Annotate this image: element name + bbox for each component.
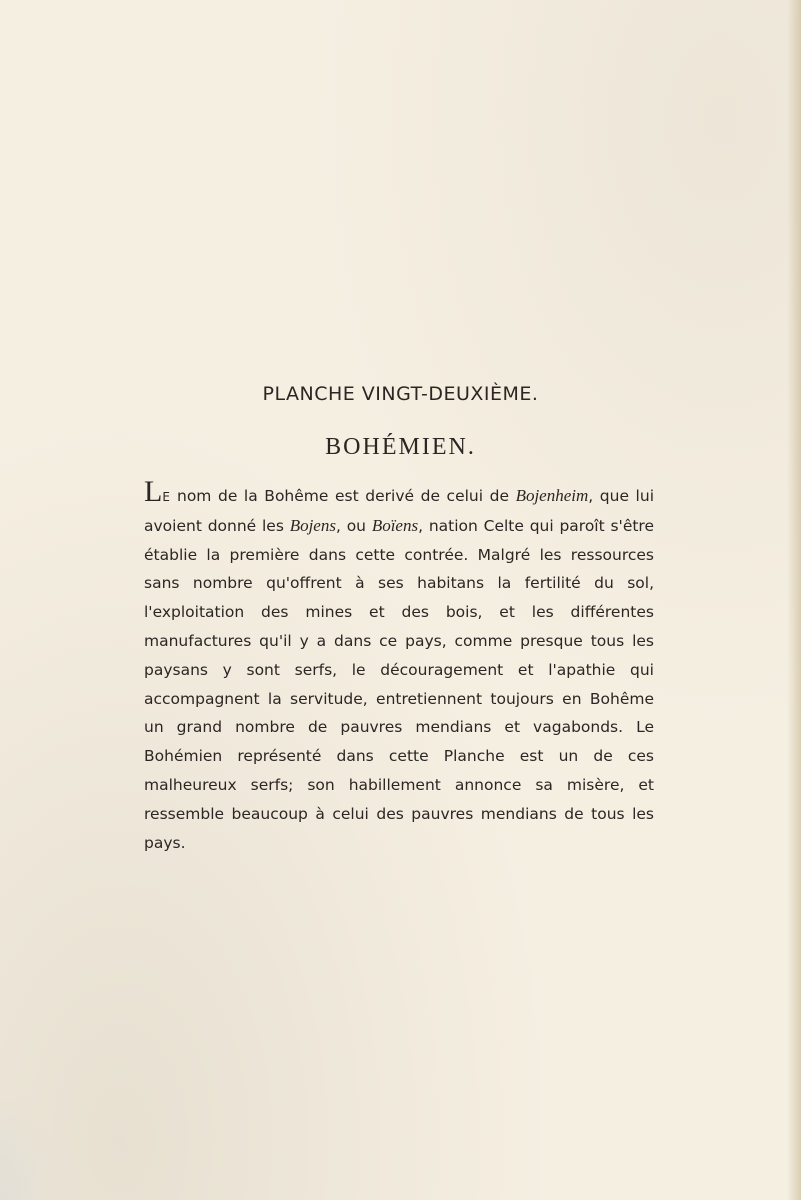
text-segment: , ou <box>335 516 372 535</box>
small-capital: E <box>162 490 171 504</box>
body-paragraph <box>144 475 654 857</box>
italic-term: Bojens <box>289 515 336 535</box>
drop-capital: L <box>144 475 163 508</box>
italic-term: Bojenheim <box>515 486 589 505</box>
plate-heading: PLANCHE VINGT-DEUXIÈME. <box>262 383 539 405</box>
italic-term: Boïens <box>371 515 419 535</box>
page-corner-wear <box>0 1080 60 1200</box>
page-edge-shadow <box>787 0 801 1200</box>
text-segment: , que lui avoient donné les <box>144 487 654 535</box>
text-segment: , nation Celte qui paroît s'être établie la première dans cette contrée. Malgré les ressources sans nombre qu'offrent à ses habitans la fertilité du sol, l'exploitation des mines et des bois, et les différentes manufactures qu'il y a dans ce pays, comme presque tous les paysans y sont serfs, le découragement et l'apathie qui accompagnent la servitude, entretiennent toujours en Bohême un grand nombre de pauvres mendians et vagabonds. Le Bohémien représenté dans cette Planche est un de ces malheureux serfs; son habillement annonce sa misère, et ressemble beaucoup à celui des pauvres mendians de tous les pays. <box>144 516 654 852</box>
text-segment: nom de la Bohême est derivé de celui de <box>170 487 516 505</box>
page-title: BOHÉMIEN. <box>325 434 476 460</box>
